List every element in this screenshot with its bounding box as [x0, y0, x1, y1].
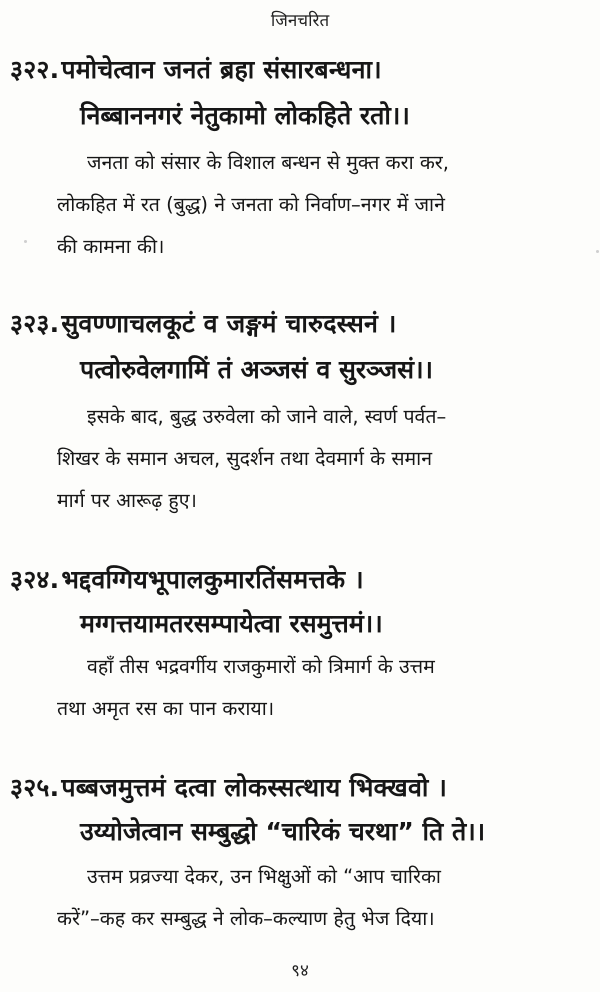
translation-line: जनता को संसार के विशाल बन्धन से मुक्त करा कर, — [87, 151, 449, 174]
translation-line: की कामना की। — [57, 235, 165, 258]
page-number: ९४ — [291, 961, 309, 981]
translation — [57, 646, 590, 730]
translation — [57, 856, 590, 940]
verse-number: ३२३. — [10, 309, 60, 338]
pali-line: पब्बजमुत्तमं दत्वा लोकस्सत्थाय भिक्खवो । — [61, 773, 448, 802]
pali-line: उय्योजेत्वान सम्बुद्धो “चारिकं चरथा” ति ते।। — [80, 817, 486, 846]
verse-line-1 — [10, 52, 382, 86]
translation-line: लोकहित में रत (बुद्ध) ने जनता को निर्वाण–नगर में जाने — [57, 193, 445, 216]
running-head: जिनचरित — [270, 11, 330, 31]
translation — [57, 396, 590, 522]
pali-line: सुवण्णाचलकूटं व जङ्गमं चारुदस्सनं । — [61, 309, 397, 338]
translation-line: वहाँ तीस भद्रवर्गीय राजकुमारों को त्रिमार्ग के उत्तम — [87, 655, 435, 678]
translation — [57, 142, 590, 268]
pali-line: निब्बाननगरं नेतुकामो लोकहिते रतो।। — [80, 101, 410, 130]
verse-line-1 — [10, 562, 364, 596]
verse-line-1 — [10, 770, 447, 804]
pali-line: मग्गत्तयामतरसम्पायेत्वा रसमुत्तमं।। — [80, 609, 383, 638]
verse-number: ३२५. — [10, 773, 60, 802]
pali-line: पमोचेत्वान जनतं ब्रहा संसारबन्धना। — [61, 55, 382, 84]
pali-line: पत्वोरुवेलगामिं तं अञ्जसं व सुरञ्जसं।। — [80, 355, 434, 384]
paper-speck — [24, 240, 27, 243]
pali-line: भद्दवग्गियभूपालकुमारतिंसमत्तके । — [61, 565, 364, 594]
translation-line: शिखर के समान अचल, सुदर्शन तथा देवमार्ग के समान — [57, 447, 433, 470]
verse-line-1 — [10, 306, 397, 340]
translation-line: मार्ग पर आरूढ़ हुए। — [57, 489, 197, 512]
translation-line: करें”–कह कर सम्बुद्ध ने लोक–कल्याण हेतु भेज दिया। — [57, 907, 435, 930]
translation-line: इसके बाद, बुद्ध उरुवेला को जाने वाले, स्वर्ण पर्वत– — [87, 405, 447, 428]
translation-line: तथा अमृत रस का पान कराया। — [57, 697, 275, 720]
paper-speck — [596, 250, 599, 253]
verse-number: ३२२. — [10, 55, 60, 84]
verse-number: ३२४. — [10, 565, 60, 594]
translation-line: उत्तम प्रव्रज्या देकर, उन भिक्षुओं को “आप चारिका — [87, 865, 441, 888]
